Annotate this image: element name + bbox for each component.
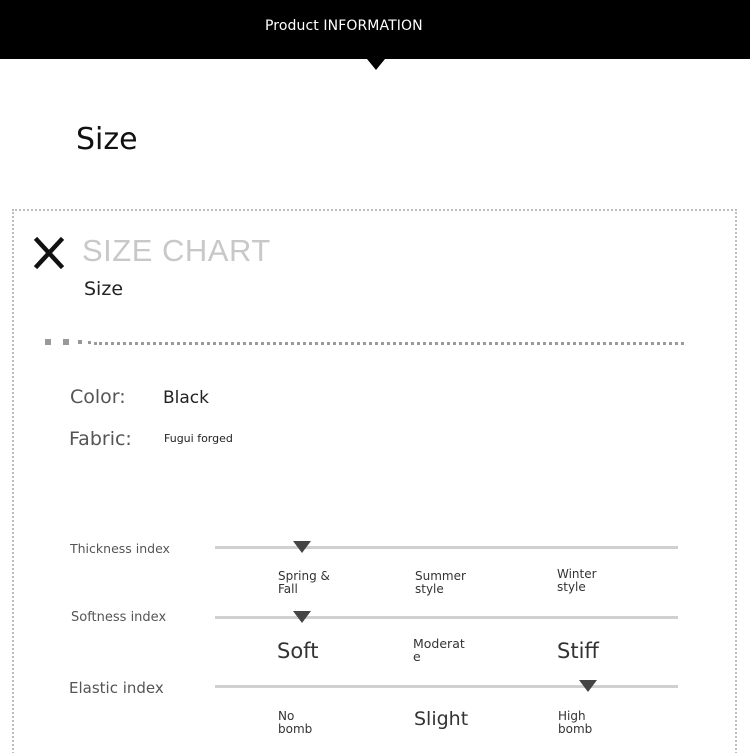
softness-index-label: Softness index	[71, 610, 167, 625]
elastic-index-marker-icon	[579, 680, 597, 692]
thickness-index-marker-icon	[293, 541, 311, 553]
thickness-option-summer: Summer style	[415, 569, 466, 596]
header-caret-icon	[367, 59, 385, 70]
elastic-index-track	[215, 685, 678, 688]
size-chart-subheading: Size	[84, 278, 124, 300]
divider-square	[45, 339, 51, 345]
softness-option-soft: Soft	[277, 639, 319, 663]
fabric-value: Fugui forged	[164, 432, 233, 445]
softness-index-marker-icon	[293, 611, 311, 623]
divider-square	[88, 341, 91, 344]
thickness-option-winter: Winter style	[557, 567, 597, 594]
fabric-label: Fabric:	[69, 428, 132, 450]
thickness-option-spring-fall: Spring & Fall	[278, 569, 330, 596]
softness-option-stiff: Stiff	[557, 639, 599, 663]
thickness-index-label: Thickness index	[70, 541, 170, 556]
elastic-option-slight: Slight	[414, 708, 469, 730]
elastic-option-no-bomb: No bomb	[278, 709, 313, 736]
header-title: Product INFORMATION	[265, 18, 423, 34]
close-icon[interactable]	[33, 236, 65, 270]
divider-square	[78, 340, 82, 344]
elastic-option-high-bomb: High bomb	[558, 709, 593, 736]
section-title: Size	[76, 122, 138, 157]
header-bar	[0, 0, 750, 59]
size-chart-heading: SIZE CHART	[82, 233, 271, 268]
divider-square	[63, 339, 69, 345]
softness-index-track	[215, 616, 678, 619]
color-value: Black	[163, 388, 209, 408]
elastic-index-label: Elastic index	[69, 679, 164, 697]
thickness-index-track	[215, 546, 678, 549]
dotted-divider	[94, 342, 684, 345]
color-label: Color:	[70, 386, 126, 408]
softness-option-moderate: Moderate	[413, 636, 465, 665]
